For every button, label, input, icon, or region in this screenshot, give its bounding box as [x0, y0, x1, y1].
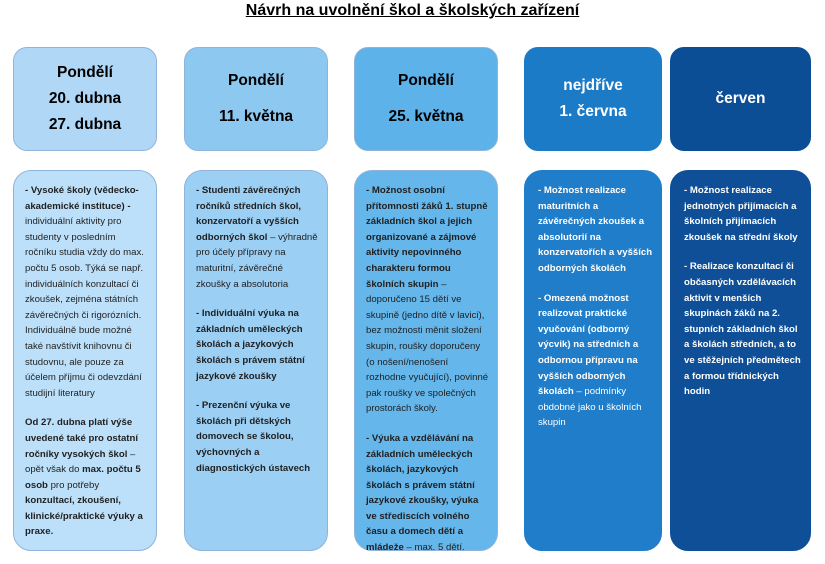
body-paragraph	[196, 398, 319, 476]
text-run: - Individuální výuka na základních uměleckých školách a jazykových školách s právem státní jazykové zkoušky	[196, 308, 305, 382]
header-line: červen	[715, 90, 766, 107]
text-run: pro potřeby	[47, 479, 100, 491]
text-run: individuální aktivity pro studenty v posledním ročníku studia vždy do max. počtu 5 osob. Týká se např. individuálních konzultací či zkoušek, zejména státních závěrečných či rigorózních. Individuálně bude možné také navštívit knihovnu či studovnu, ale pouze za účelem příjmu či odevzdání studijní literatury	[25, 216, 144, 399]
text-run: - Studenti závěrečných ročníků středních škol, konzervatoří a vyšších odborných škol	[196, 185, 302, 243]
text-run: Od 27. dubna platí výše uvedené také pro ostatní ročníky vysokých škol	[25, 417, 139, 460]
body-paragraph	[196, 183, 319, 292]
column-body	[184, 170, 328, 551]
column-header	[13, 47, 157, 151]
body-paragraph	[538, 291, 655, 431]
header-line: 25. května	[388, 108, 464, 125]
column-header	[184, 47, 328, 151]
header-line: Pondělí	[228, 72, 284, 89]
body-paragraph	[366, 431, 489, 556]
body-paragraph	[25, 183, 148, 401]
body-paragraph	[25, 415, 148, 540]
column-body	[524, 170, 662, 551]
text-run: - Možnost realizace jednotných přijímacích a školních přijímacích zkoušek na střední školy	[684, 185, 798, 243]
body-paragraph	[684, 183, 804, 245]
body-paragraph	[366, 183, 489, 417]
text-run: - Omezená možnost realizovat praktické vyučování (odborný výcvik) na středních a odbornou přípravu na vyšších odborných školách	[538, 292, 639, 398]
text-run: - Realizace konzultací či občasných vzdělávacích aktivit v menších skupinách žáků na 2. stupních základních škol a školách středních, a to ve stěžejních předmětech a formou třídnických hodin	[684, 261, 801, 398]
column-body	[13, 170, 157, 551]
header-line: Pondělí	[57, 64, 113, 81]
body-paragraph	[684, 259, 804, 399]
page-title: Návrh na uvolnění škol a školských zařízení	[245, 2, 580, 19]
text-run: – doporučeno 15 dětí ve skupině (jedno dítě v lavici), bez možnosti měnit složení skupin, roušky doporučeny (o nošení/nenošení rozhodne vyučující), povinné pak roušky ve společných prostorách školy.	[366, 278, 489, 415]
header-line: Pondělí	[398, 72, 454, 89]
text-run: konzultací, zkoušení, klinické/praktické výuky a praxe.	[25, 495, 143, 538]
column-body	[354, 170, 498, 554]
column-header	[670, 47, 811, 151]
header-line: 11. května	[218, 108, 294, 125]
body-paragraph	[538, 183, 655, 277]
text-run: max. počtu 5 osob	[25, 464, 141, 491]
text-run: - Výuka a vzdělávání na základních uměleckých školách, jazykových školách s právem státní jazykové zkoušky, výuka ve střediscích volného času a domech dětí a mládeže	[366, 432, 479, 554]
text-run: – výhradně pro účely přípravy na maturitní, závěrečné zkoušky a absolutoria	[196, 231, 318, 290]
text-run: – max. 5 dětí.	[403, 542, 465, 554]
header-line: 20. dubna	[48, 90, 122, 107]
column-header	[354, 47, 498, 151]
column-header	[524, 47, 662, 151]
text-run: - Možnost osobní přítomnosti žáků 1. stupně základních škol a jejich organizované a zájmové aktivity nepovinného charakteru formou školních skupin	[366, 185, 488, 290]
text-run: – opět však do	[25, 448, 136, 476]
header-line: 27. dubna	[48, 116, 122, 133]
text-run: - Možnost realizace maturitních a závěrečných zkoušek a absolutorií na konzervatořích a vyšších odborných školách	[538, 185, 653, 274]
header-line: nejdříve	[563, 77, 623, 94]
header-line: 1. června	[559, 103, 627, 120]
column-body	[670, 170, 811, 551]
text-run: – podmínky obdobné jako u školních skupin	[538, 386, 642, 429]
text-run: - Prezenční výuka ve školách při dětských domovech se školou, výchovných a diagnostických ústavech	[196, 400, 311, 474]
text-run: - Vysoké školy (vědecko-akademické instituce) -	[25, 185, 139, 212]
body-paragraph	[196, 306, 319, 384]
